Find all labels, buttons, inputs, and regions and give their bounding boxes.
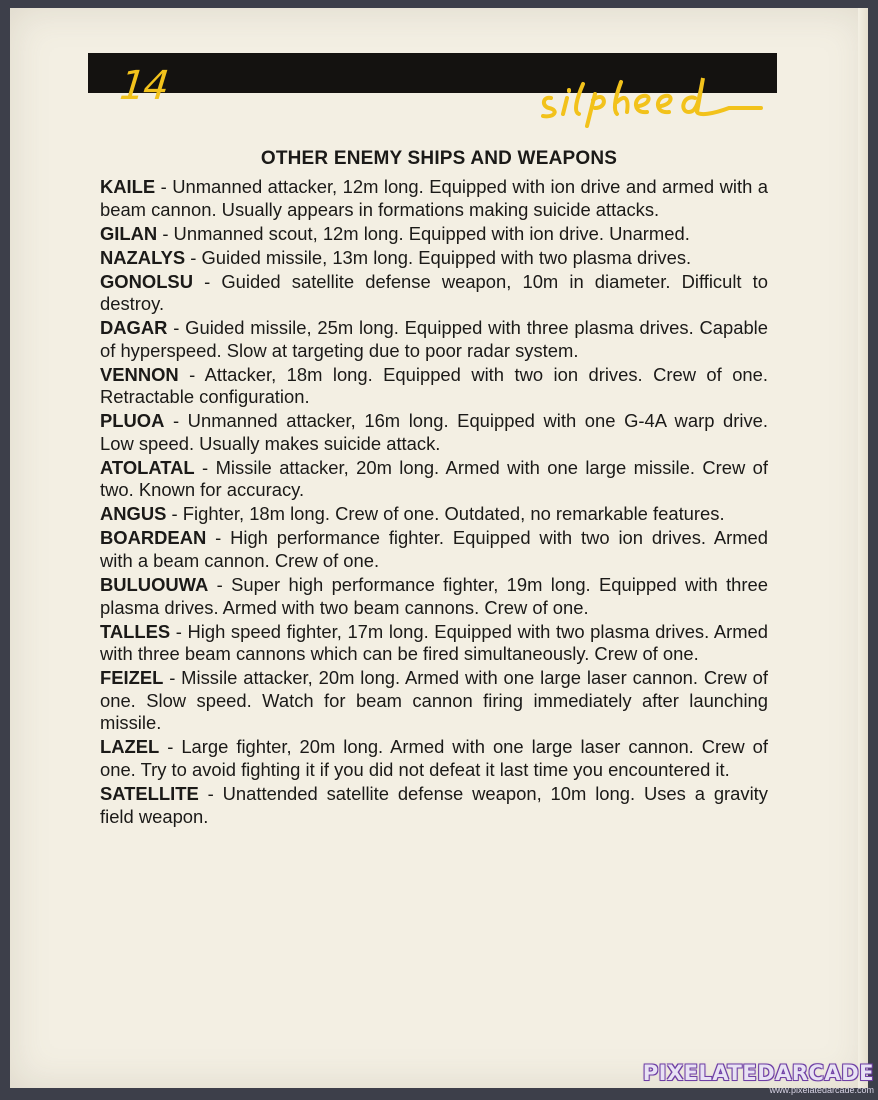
enemy-name: VENNON [100, 363, 179, 385]
enemy-description: - Missile attacker, 20m long. Armed with one large missile. Crew of two. Known for accuracy. [100, 456, 768, 501]
enemy-name: ATOLATAL [100, 456, 195, 478]
enemy-description: - High performance fighter. Equipped with two ion drives. Armed with a beam cannon. Crew of one. [100, 527, 768, 572]
enemy-name: GONOLSU [100, 270, 193, 292]
enemy-entry [100, 574, 768, 619]
enemy-entry [100, 527, 768, 572]
enemy-description: - Unmanned attacker, 16m long. Equipped with one G-4A warp drive. Low speed. Usually makes suicide attack. [100, 410, 768, 454]
enemy-description: - Unmanned scout, 12m long. Equipped with ion drive. Unarmed. [157, 222, 690, 244]
enemy-description: - Attacker, 18m long. Equipped with two ion drives. Crew of one. Retractable configuration. [100, 363, 768, 408]
enemy-entry [100, 223, 768, 246]
enemy-entry [100, 667, 768, 735]
enemy-description: - Super high performance fighter, 19m long. Equipped with three plasma drives. Armed with two beam cannons. Crew of one. [100, 574, 768, 618]
enemy-entry [100, 176, 768, 221]
enemy-description: - Unmanned attacker, 12m long. Equipped with ion drive and armed with a beam cannon. Usually appears in formations making suicide attacks. [100, 176, 768, 220]
enemy-name: DAGAR [100, 317, 168, 339]
enemy-description: - Guided satellite defense weapon, 10m in diameter. Difficult to destroy. [100, 270, 768, 315]
enemy-entry [100, 736, 768, 781]
page-number: 14 [117, 63, 170, 109]
manual-page [10, 8, 868, 1088]
enemy-entry [100, 457, 768, 502]
enemy-entry [100, 783, 768, 828]
enemy-description: - Large fighter, 20m long. Armed with one large laser cannon. Crew of one. Try to avoid fighting it if you did not defeat it last time you encountered it. [100, 736, 768, 780]
enemy-entry [100, 410, 768, 455]
enemy-description: - Guided missile, 13m long. Equipped with two plasma drives. [185, 246, 692, 268]
enemy-name: LAZEL [100, 736, 160, 758]
enemy-description: - Missile attacker, 20m long. Armed with one large laser cannon. Crew of one. Slow speed. Watch for beam cannon firing immediately after launching missile. [100, 667, 768, 734]
page-edge [858, 8, 868, 1088]
section-title: OTHER ENEMY SHIPS AND WEAPONS [260, 148, 618, 169]
silpheed-logo [533, 68, 763, 128]
enemy-name: FEIZEL [100, 667, 164, 689]
enemy-name: BULUOUWA [100, 574, 209, 595]
enemy-name: BOARDEAN [100, 527, 207, 549]
site-url: www.pixelatedarcade.com [769, 1085, 874, 1095]
enemy-description: - Unattended satellite defense weapon, 10m long. Uses a gravity field weapon. [100, 782, 768, 827]
site-name: PIXELATEDARCADE [642, 1061, 874, 1085]
enemy-name: GILAN [100, 222, 158, 244]
enemy-name: NAZALYS [100, 246, 186, 268]
enemy-entry [100, 317, 768, 362]
enemy-entry [100, 621, 768, 666]
enemy-entry [100, 364, 768, 409]
enemy-name: TALLES [100, 620, 171, 642]
enemy-entry [100, 503, 768, 526]
enemy-name: SATELLITE [100, 782, 199, 804]
enemy-name: KAILE [100, 176, 156, 197]
enemy-description: - High speed fighter, 17m long. Equipped with two plasma drives. Armed with three beam cannons which can be fired simultaneously. Crew of one. [100, 620, 768, 665]
enemy-entry [100, 247, 768, 270]
enemy-description: - Fighter, 18m long. Crew of one. Outdated, no remarkable features. [166, 503, 725, 525]
enemy-description: - Guided missile, 25m long. Equipped with three plasma drives. Capable of hyperspeed. Slow at targeting due to poor radar system. [100, 317, 768, 361]
enemy-entries-list [100, 176, 768, 829]
enemy-entry [100, 271, 768, 316]
site-watermark [643, 1061, 874, 1096]
enemy-name: PLUOA [100, 410, 165, 432]
enemy-name: ANGUS [100, 503, 167, 525]
